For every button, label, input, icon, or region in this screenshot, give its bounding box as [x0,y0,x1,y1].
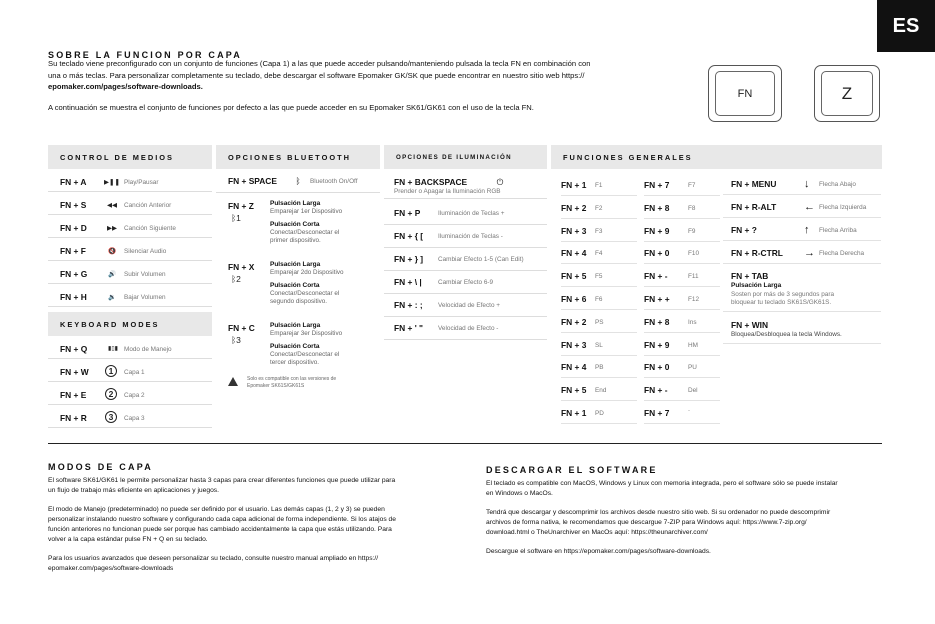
key-combo: FN + 1 [561,408,587,418]
warning-icon [228,377,238,386]
row-divider [644,195,720,196]
key-desc: PU [688,364,697,372]
key-combo: FN + 2 [561,202,587,213]
media-row [48,192,212,215]
key-desc: Bluetooth On/Off [310,178,358,185]
general-panel [551,145,882,425]
row-divider [723,343,881,344]
key-combo: FN + E [60,390,87,400]
key-desc: Flecha Arriba [819,227,857,234]
long-press-desc: Emparejar 1er Dispositivo [270,208,343,215]
fn-key-illustration [708,65,782,122]
long-press-label: Pulsación Larga [270,322,321,329]
key-desc: Bajar Volumen [124,294,166,301]
row-divider [644,286,720,287]
key-combo: FN + 4 [561,248,587,259]
key-combo: FN + 9 [644,339,670,350]
intro-line-2: una o más teclas. Para personalizar completamente su teclado, debe descargar el software Epomaker GK/SK que puede encontrar en nuestro sitio web https:// [48,70,585,80]
media-row [48,215,212,238]
key-combo: FN + \ | [394,277,422,287]
bluetooth-panel [216,145,380,405]
row-divider [723,194,881,195]
key-desc: Flecha Derecha [819,250,865,257]
bluetooth-row-space [216,169,380,193]
long-press-label: Pulsación Larga [731,282,782,289]
key-combo: FN + P [394,208,421,218]
tab-desc-1: Sosten por más de 3 segundos para [731,291,835,298]
download-p2-c: download.html o TheUnarchiver en MacOs aquí: https://theunarchiver.com/ [486,529,708,536]
row-divider [644,263,720,264]
note-line-2: Epomaker SK61S/GK61S [247,383,305,389]
arrow-down-icon: ↓ [804,178,810,190]
row-divider [561,355,637,356]
key-desc: Cambiar Efecto 1-5 (Can Edit) [438,256,524,263]
key-desc: PB [595,364,604,372]
lighting-header: OPCIONES DE ILUMINACIÓN [384,145,547,169]
key-desc: PD [595,410,604,417]
bluetooth-device-row [216,258,380,318]
key-combo: FN + 9 [644,225,670,236]
key-combo: FN + 3 [561,225,587,236]
lighting-row [384,202,547,225]
section-divider [48,443,882,444]
key-desc: F1 [595,182,603,189]
layers-text [48,476,468,574]
key-desc: Flecha Izquierda [819,204,867,211]
key-desc: Canción Anterior [124,202,172,209]
key-desc: Canción Siguiente [124,225,176,232]
long-press-desc: Emparejar 2do Dispositivo [270,269,344,276]
row-divider [644,377,720,378]
arrow-right-icon: → [804,247,815,259]
key-combo: FN + 7 [644,180,670,190]
mute-icon: 🔇 [107,248,117,255]
mode-row [48,359,212,382]
key-desc: Iluminación de Teclas - [438,233,503,240]
key-combo: FN + Z [228,201,254,211]
key-combo: FN + 3 [561,339,587,350]
key-desc: PS [595,318,604,326]
key-desc: Iluminación de Teclas + [438,210,505,217]
layers-title: MODOS DE CAPA [48,462,153,472]
key-desc: Capa 1 [124,369,145,376]
note-line-1: Solo es compatible con las versiones de [247,376,337,382]
intro-line-1: Su teclado viene preconfigurado con un conjunto de funciones (Capa 1) a las que puede acceder pulsando/manteniendo pulsada la tecla FN en combinación con [48,59,591,68]
key-combo: FN + 0 [644,362,670,373]
mode-icon: ▮▯▮ [108,345,118,352]
bluetooth-device-3-icon: ᛒ3 [231,335,241,345]
short-press-label: Pulsación Corta [270,221,320,228]
intro-line-3: epomaker.com/pages/software-downloads. [48,82,203,92]
row-divider [644,423,720,424]
general-header: FUNCIONES GENERALES [551,145,882,169]
long-press-label: Pulsación Larga [270,200,321,207]
row-divider [561,286,637,287]
key-combo: FN + A [60,177,87,187]
long-press-desc: Emparejar 3er Dispositivo [270,330,343,337]
key-desc: Ins [688,318,697,326]
layers-p1-b: un flujo de trabajo más eficiente en aplicaciones y juegos. [48,487,220,494]
short-press-desc-1: Conectar/Desconectar el [270,290,340,297]
layers-p2-b: personalizar instalando nuestro software y configurando cada capa adicional de forma independiente. Si los atajos de [48,516,396,523]
key-combo: FN + SPACE [228,176,277,186]
key-desc: F10 [688,250,700,258]
previous-track-icon: ◀◀ [107,202,117,209]
key-combo: FN + 2 [561,316,587,327]
layer-1-icon: 1 [105,365,117,377]
key-combo: FN + 1 [561,180,587,190]
arrow-up-icon: ↑ [804,224,810,236]
key-combo: FN + ' " [394,323,423,333]
lighting-row-backspace [384,169,547,199]
long-press-label: Pulsación Larga [270,261,321,268]
key-combo: FN + C [228,323,255,333]
row-divider [561,400,637,401]
short-press-desc-2: primer dispositivo. [270,237,321,244]
download-p3: Descargue el software en https://epomaker.com/pages/software-downloads. [486,548,711,555]
key-combo: FN + 7 [644,408,670,418]
short-press-label: Pulsación Corta [270,282,320,289]
bluetooth-device-2-icon: ᛒ2 [231,274,241,284]
key-desc: F3 [595,227,603,235]
lighting-row [384,294,547,317]
bluetooth-note [247,376,336,390]
row-divider [644,241,720,242]
key-desc: Subir Volumen [124,271,166,278]
key-combo: FN + G [60,269,88,279]
lighting-row [384,225,547,248]
key-desc: Flecha Abajo [819,181,856,188]
key-desc: Capa 3 [124,415,145,422]
download-p1-b: en Windows o MacOs. [486,490,553,497]
key-combo: FN + ? [731,225,757,235]
intro-line-4: A continuación se muestra el conjunto de funciones por defecto a las que puede acceder en su Epomaker SK61/GK61 con el uso de la tecla FN. [48,102,534,112]
lighting-row [384,271,547,294]
key-combo-tab: FN + TAB [731,271,769,281]
download-p2-b: archivos de forma nativa, le recomendamos que descargue 7-ZIP para Windows aquí: https://www.7-zip.org/ [486,519,807,526]
download-p2-a: Tendrá que descargar y descomprimir los archivos desde nuestro sitio web. Si su ordenador no puede descomprimir [486,509,831,516]
bluetooth-device-row [216,319,380,379]
key-combo: FN + X [228,262,255,272]
key-combo: FN + 8 [644,316,670,327]
key-desc: Silenciar Audio [124,248,167,255]
media-row [48,169,212,192]
row-divider [644,400,720,401]
power-icon: ⏻ [496,176,504,187]
arrow-left-icon: ← [804,201,815,213]
key-desc: F5 [595,273,603,281]
intro-text [48,58,698,113]
key-combo: FN + - [644,271,668,282]
layers-p3-a: Para los usuarios avanzados que deseen personalizar su teclado, consulte nuestro manual ampliado en https:// [48,555,379,562]
key-desc: F11 [688,273,699,281]
row-divider [561,309,637,310]
key-desc: F9 [688,227,696,235]
mode-row [48,336,212,359]
row-divider [561,218,637,219]
row-divider [561,241,637,242]
key-combo: FN + H [60,292,87,302]
volume-down-icon: 🔉 [107,294,117,301]
key-combo: FN + R-ALT [731,202,777,212]
key-combo: FN + BACKSPACE [394,177,468,187]
row-divider [723,217,881,218]
intro-title: SOBRE LA FUNCION POR CAPA [48,50,243,60]
key-combo: FN + W [60,367,89,377]
layers-p1-a: El software SK61/GK61 le permite personalizar hasta 3 capas para crear diferentes funciones que puede utilizar para [48,477,396,484]
win-desc: Bloquea/Desbloquea la tecla Windows. [731,331,842,338]
row-divider [723,263,881,264]
media-header: CONTROL DE MEDIOS [48,145,212,169]
bluetooth-icon: ᛒ [295,176,301,186]
key-desc: F12 [688,296,700,303]
key-combo: FN + 8 [644,202,670,213]
row-divider [644,309,720,310]
key-combo: FN + : ; [394,300,423,310]
language-badge: ES [877,0,935,52]
short-press-desc-1: Conectar/Desconectar el [270,229,340,236]
layer-2-icon: 2 [105,388,117,400]
key-desc: End [595,387,607,395]
media-panel [48,145,212,435]
volume-up-icon: 🔊 [107,271,117,278]
download-text [486,479,882,557]
key-desc: Del [688,387,698,395]
bluetooth-device-row [216,197,380,257]
key-desc: F2 [595,204,603,212]
key-desc: Prender o Apagar la Iluminación RGB [394,188,501,195]
key-combo: FN + R-CTRL [731,248,783,258]
z-key-label: Z [821,71,873,116]
key-desc: Play/Pausar [124,179,159,186]
row-divider [561,332,637,333]
layers-p3-b: epomaker.com/pages/software-downloads [48,565,174,572]
key-combo: FN + R [60,413,87,423]
key-combo: FN + 0 [644,248,670,259]
key-desc: F7 [688,182,696,189]
key-combo: FN + + [644,294,670,304]
key-combo: FN + } ] [394,254,424,264]
row-divider [723,311,881,312]
key-desc: SL [595,341,603,349]
key-combo: FN + S [60,200,87,210]
next-track-icon: ▶▶ [107,225,117,232]
row-divider [561,377,637,378]
media-row [48,284,212,307]
key-combo: FN + { [ [394,231,424,241]
tab-desc-2: bloquear tu teclado SK61S/GK61S. [731,299,832,306]
short-press-desc-2: tercer dispositivo. [270,359,319,366]
key-combo-win: FN + WIN [731,320,768,330]
key-desc: F8 [688,204,696,212]
key-desc: Capa 2 [124,392,145,399]
key-combo: FN + 4 [561,362,587,373]
row-divider [723,240,881,241]
download-title: DESCARGAR EL SOFTWARE [486,465,658,475]
key-desc: F6 [595,296,603,303]
short-press-label: Pulsación Corta [270,343,320,350]
row-divider [644,218,720,219]
key-desc: F4 [595,250,603,258]
play-pause-icon: ▶❚❚ [104,179,120,186]
z-key-illustration [814,65,880,122]
short-press-desc-2: segundo dispositivo. [270,298,328,305]
lighting-row [384,317,547,340]
key-desc: Velocidad de Efecto + [438,302,500,309]
mode-row [48,405,212,428]
row-divider [561,263,637,264]
short-press-desc-1: Conectar/Desconectar el [270,351,340,358]
key-combo: FN + 5 [561,271,587,282]
row-divider [644,355,720,356]
key-desc: Velocidad de Efecto - [438,325,499,332]
key-combo: FN + MENU [731,179,777,189]
lighting-row [384,248,547,271]
key-desc: Cambiar Efecto 6-9 [438,279,494,286]
layers-p2-c: función anteriores no funcionan puede ser porque has cambiado accidentalmente la capa que estás utilizando. Para [48,526,392,533]
row-divider [561,423,637,424]
bluetooth-header: OPCIONES BLUETOOTH [216,145,380,169]
modes-header: KEYBOARD MODES [48,312,212,336]
row-divider [644,332,720,333]
layer-3-icon: 3 [105,411,117,423]
bluetooth-device-1-icon: ᛒ1 [231,213,241,223]
key-desc: Modo de Manejo [124,346,172,353]
mode-row [48,382,212,405]
key-combo: FN + 6 [561,294,587,304]
media-row [48,261,212,284]
fn-key-label: FN [715,71,775,116]
key-combo: FN + - [644,385,668,396]
key-combo: FN + F [60,246,86,256]
layers-p2-a: El modo de Manejo (predeterminado) no puede ser definido por el usuario. Las demás capas (1, 2 y 3) se pueden [48,506,385,513]
layers-p2-d: volver a la capa estándar pulse FN + Q en su teclado. [48,536,208,543]
media-row [48,238,212,261]
key-combo: FN + 5 [561,385,587,396]
key-desc: HM [688,341,698,349]
key-combo: FN + D [60,223,87,233]
key-combo: FN + Q [60,344,88,354]
row-divider [561,195,637,196]
download-p1-a: El teclado es compatible con MacOS, Windows y Linux con memoria integrada, pero el software sólo se puede instalar [486,480,838,487]
lighting-panel [384,145,547,345]
key-desc: ` [688,410,691,417]
